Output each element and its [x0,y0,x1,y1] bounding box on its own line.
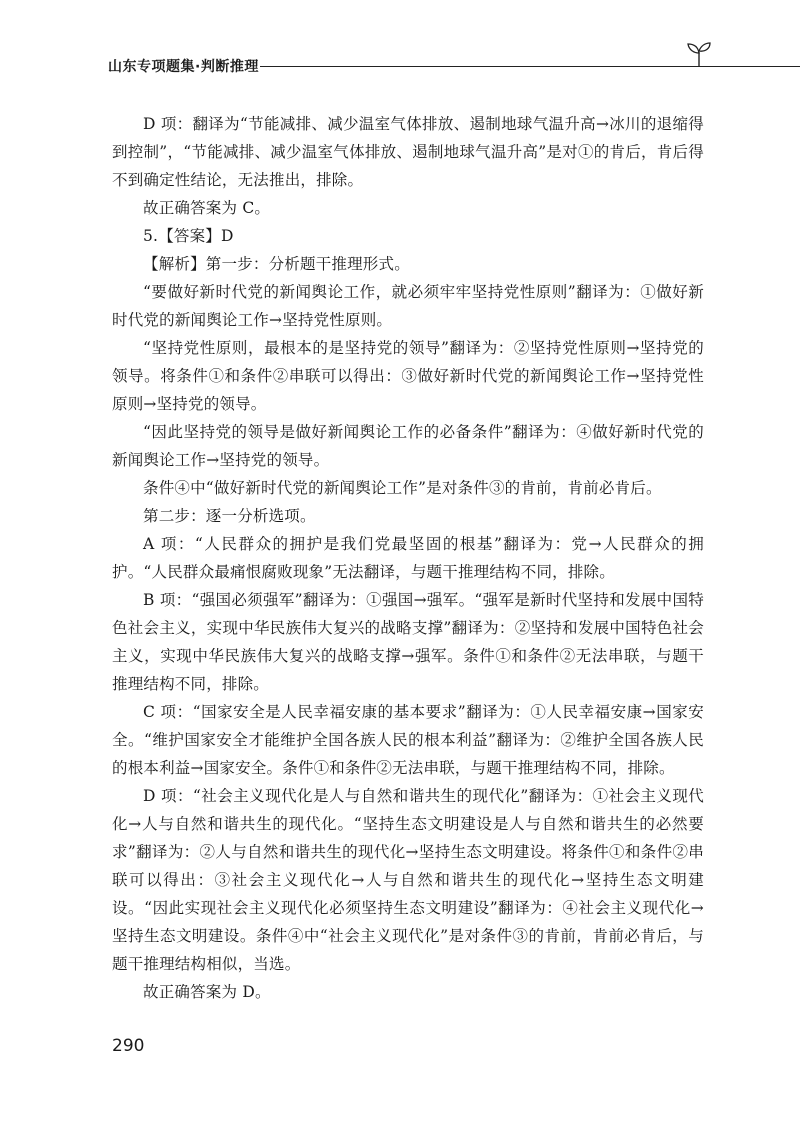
paragraph-answer-d: 故正确答案为 D。 [143,983,271,1001]
header-title: 山东专项题集·判断推理 [108,59,259,75]
paragraph-d-option-prev: D 项：翻译为“节能减排、减少温室气体排放、遏制地球气温升高→冰川的退缩得到控制”，“节能减排、减少温室气体排放、遏制地球气温升高”是对①的肯后，肯后得不到确定性结论，无法推出，排除。 [112,115,704,189]
paragraph-premise-2: “坚持党性原则，最根本的是坚持党的领导”翻译为：②坚持党性原则→坚持党的领导。将条件①和条件②串联可以得出：③做好新时代党的新闻舆论工作→坚持党性原则→坚持党的领导。 [112,339,704,413]
header-rule [260,66,800,67]
option-d: D 项：“社会主义现代化是人与自然和谐共生的现代化”翻译为：①社会主义现代化→人与自然和谐共生的现代化。“坚持生态文明建设是人与自然和谐共生的必然要求”翻译为：②人与自然和谐共生的现代化→坚持生态文明建设。将条件①和条件②串联可以得出：③社会主义现代化→人与自然和谐共生的现代化→坚持生态文明建设。“因此实现社会主义现代化必须坚持生态文明建设”翻译为：④社会主义现代化→坚持生态文明建设。条件④中“社会主义现代化”是对条件③的肯前，肯前必肯后，与题干推理结构相似，当选。 [112,787,704,973]
running-header [108,52,712,82]
page-number: 290 [112,1036,145,1056]
analysis-step-two: 第二步：逐一分析选项。 [143,507,316,525]
option-b: B 项：“强国必须强军”翻译为：①强国→强军。“强军是新时代坚持和发展中国特色社会主义，实现中华民族伟大复兴的战略支撑”翻译为：②坚持和发展中国特色社会主义，实现中华民族伟大复兴的战略支撑→强军。条件①和条件②无法串联，与题干推理结构不同，排除。 [112,591,704,693]
option-c: C 项：“国家安全是人民幸福安康的基本要求”翻译为：①人民幸福安康→国家安全。“维护国家安全才能维护全国各族人民的根本利益”翻译为：②维护全国各族人民的根本利益→国家安全。条件①和条件②无法串联，与题干推理结构不同，排除。 [112,703,704,777]
page-body [112,110,704,1006]
option-a: A 项：“人民群众的拥护是我们党最坚固的根基”翻译为：党→人民群众的拥护。“人民群众最痛恨腐败现象”无法翻译，与题干推理结构不同，排除。 [112,535,704,581]
sprout-icon [686,40,712,68]
analysis-step-one: 【解析】第一步：分析题干推理形式。 [143,255,410,273]
paragraph-conclusion: “因此坚持党的领导是做好新闻舆论工作的必备条件”翻译为：④做好新时代党的新闻舆论工作→坚持党的领导。 [112,423,704,469]
paragraph-premise-1: “要做好新时代党的新闻舆论工作，就必须牢牢坚持党性原则”翻译为：①做好新时代党的新闻舆论工作→坚持党性原则。 [112,283,704,329]
paragraph-conclusion-check: 条件④中“做好新时代党的新闻舆论工作”是对条件③的肯前，肯前必肯后。 [143,479,662,497]
paragraph-answer-c: 故正确答案为 C。 [143,199,271,217]
question-5-answer: 5.【答案】D [143,227,234,245]
